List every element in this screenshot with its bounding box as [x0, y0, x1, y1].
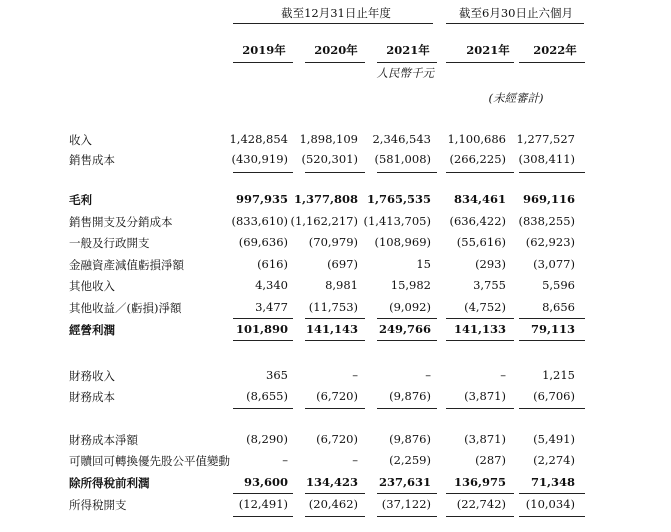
- row-other-gains-losses-value-2: (9,092): [389, 300, 431, 314]
- row-selling-distribution-expenses-value-1: (1,162,217): [290, 214, 358, 228]
- row-revenue-label: 收入: [69, 133, 92, 147]
- row-income-tax-expense-label: 所得稅開支: [69, 498, 127, 512]
- year-header-2022-h1: 2022年: [533, 43, 577, 57]
- row-fair-value-change-value-0: –: [282, 453, 288, 467]
- unit-label: 人民幣千元: [376, 66, 434, 80]
- rule-line: [233, 516, 293, 517]
- row-revenue-value-1: 1,898,109: [299, 132, 358, 146]
- year-header-2020: 2020年: [314, 43, 358, 57]
- row-profit-before-tax-value-1: 134,423: [305, 475, 358, 489]
- rule-line: [519, 516, 585, 517]
- row-income-tax-expense-value-4: (10,034): [525, 497, 575, 511]
- row-cost-of-sales-value-3: (266,225): [449, 152, 506, 166]
- row-other-income-label: 其他收入: [69, 279, 115, 293]
- row-fair-value-change-label: 可贖回可轉換優先股公平值變動: [69, 454, 230, 468]
- row-other-income-value-1: 8,981: [325, 278, 358, 292]
- row-operating-profit-value-1: 141,143: [305, 322, 358, 336]
- row-revenue-value-3: 1,100,686: [447, 132, 506, 146]
- group-title-half-year: 截至6月30日止六個月: [459, 6, 573, 20]
- row-finance-income-value-1: –: [352, 368, 358, 382]
- row-general-admin-expenses-value-4: (62,923): [525, 235, 575, 249]
- row-gross-profit-value-4: 969,116: [522, 192, 575, 206]
- rule-line: [233, 172, 293, 173]
- rule-line: [519, 172, 585, 173]
- row-impairment-losses-value-4: (3,077): [533, 257, 575, 271]
- rule-line: [305, 408, 365, 409]
- row-finance-income-value-4: 1,215: [542, 368, 575, 382]
- row-selling-distribution-expenses-value-4: (838,255): [518, 214, 575, 228]
- row-revenue-value-2: 2,346,543: [372, 132, 431, 146]
- rule-line: [446, 23, 584, 24]
- rule-line: [305, 318, 365, 319]
- row-profit-before-tax-label: 除所得稅前利潤: [69, 476, 150, 490]
- row-finance-income-value-3: –: [500, 368, 506, 382]
- row-fair-value-change-value-3: (287): [475, 453, 506, 467]
- row-finance-costs-value-0: (8,655): [246, 389, 288, 403]
- row-general-admin-expenses-value-3: (55,616): [456, 235, 506, 249]
- row-general-admin-expenses-value-2: (108,969): [374, 235, 431, 249]
- row-operating-profit-value-3: 141,133: [453, 322, 506, 336]
- row-cost-of-sales-value-2: (581,008): [374, 152, 431, 166]
- row-finance-costs-net-value-0: (8,290): [246, 432, 288, 446]
- row-impairment-losses-value-1: (697): [327, 257, 358, 271]
- row-other-gains-losses-value-0: 3,477: [255, 300, 288, 314]
- row-selling-distribution-expenses-label: 銷售開支及分銷成本: [69, 215, 173, 229]
- rule-line: [446, 172, 514, 173]
- year-header-2019: 2019年: [242, 43, 286, 57]
- row-finance-costs-value-3: (3,871): [464, 389, 506, 403]
- row-general-admin-expenses-label: 一般及行政開支: [69, 236, 150, 250]
- rule-line: [519, 408, 585, 409]
- row-income-tax-expense-value-3: (22,742): [456, 497, 506, 511]
- row-income-tax-expense-value-1: (20,462): [308, 497, 358, 511]
- row-cost-of-sales-value-0: (430,919): [231, 152, 288, 166]
- rule-line: [519, 318, 585, 319]
- rule-line: [446, 493, 514, 494]
- rule-line: [377, 62, 437, 63]
- row-other-income-value-3: 3,755: [473, 278, 506, 292]
- row-operating-profit-value-2: 249,766: [378, 322, 431, 336]
- row-other-income-value-0: 4,340: [255, 278, 288, 292]
- rule-line: [519, 340, 585, 341]
- row-fair-value-change-value-4: (2,274): [533, 453, 575, 467]
- row-gross-profit-value-3: 834,461: [453, 192, 506, 206]
- rule-line: [377, 516, 437, 517]
- year-header-2021-h1: 2021年: [466, 43, 510, 57]
- row-revenue-value-0: 1,428,854: [229, 132, 288, 146]
- row-gross-profit-value-2: 1,765,535: [366, 192, 431, 206]
- rule-line: [305, 340, 365, 341]
- rule-line: [377, 340, 437, 341]
- row-fair-value-change-value-2: (2,259): [389, 453, 431, 467]
- row-selling-distribution-expenses-value-2: (1,413,705): [363, 214, 431, 228]
- row-profit-before-tax-value-4: 71,348: [530, 475, 575, 489]
- rule-line: [305, 493, 365, 494]
- rule-line: [233, 408, 293, 409]
- rule-line: [377, 408, 437, 409]
- row-finance-costs-value-2: (9,876): [389, 389, 431, 403]
- group-title-annual: 截至12月31日止年度: [281, 6, 391, 20]
- rule-line: [446, 62, 514, 63]
- rule-line: [233, 493, 293, 494]
- rule-line: [446, 340, 514, 341]
- rule-line: [519, 62, 585, 63]
- row-other-gains-losses-value-3: (4,752): [464, 300, 506, 314]
- row-impairment-losses-value-2: 15: [416, 257, 431, 271]
- row-operating-profit-value-0: 101,890: [235, 322, 288, 336]
- row-other-gains-losses-value-4: 8,656: [542, 300, 575, 314]
- row-finance-income-value-2: –: [425, 368, 431, 382]
- row-finance-costs-value-4: (6,706): [533, 389, 575, 403]
- rule-line: [233, 318, 293, 319]
- row-general-admin-expenses-value-0: (69,636): [238, 235, 288, 249]
- row-operating-profit-value-4: 79,113: [530, 322, 575, 336]
- row-cost-of-sales-label: 銷售成本: [69, 153, 115, 167]
- row-selling-distribution-expenses-value-3: (636,422): [449, 214, 506, 228]
- row-cost-of-sales-value-1: (520,301): [301, 152, 358, 166]
- row-operating-profit-label: 經營利潤: [69, 323, 115, 337]
- row-profit-before-tax-value-2: 237,631: [378, 475, 431, 489]
- rule-line: [233, 62, 293, 63]
- row-profit-before-tax-value-3: 136,975: [453, 475, 506, 489]
- row-finance-income-label: 財務收入: [69, 369, 115, 383]
- row-finance-costs-net-value-2: (9,876): [389, 432, 431, 446]
- row-gross-profit-value-0: 997,935: [235, 192, 288, 206]
- rule-line: [233, 23, 433, 24]
- row-finance-costs-net-value-4: (5,491): [533, 432, 575, 446]
- row-finance-costs-net-label: 財務成本淨額: [69, 433, 138, 447]
- rule-line: [519, 493, 585, 494]
- row-impairment-losses-value-0: (616): [257, 257, 288, 271]
- row-general-admin-expenses-value-1: (70,979): [308, 235, 358, 249]
- rule-line: [305, 62, 365, 63]
- row-finance-costs-net-value-3: (3,871): [464, 432, 506, 446]
- row-income-tax-expense-value-0: (12,491): [238, 497, 288, 511]
- row-finance-costs-label: 財務成本: [69, 390, 115, 404]
- row-profit-before-tax-value-0: 93,600: [243, 475, 288, 489]
- rule-line: [233, 340, 293, 341]
- row-revenue-value-4: 1,277,527: [516, 132, 575, 146]
- row-gross-profit-label: 毛利: [69, 193, 92, 207]
- row-income-tax-expense-value-2: (37,122): [381, 497, 431, 511]
- row-other-income-value-4: 5,596: [542, 278, 575, 292]
- row-impairment-losses-label: 金融資產減值虧損淨額: [69, 258, 184, 272]
- row-finance-costs-value-1: (6,720): [316, 389, 358, 403]
- row-impairment-losses-value-3: (293): [475, 257, 506, 271]
- row-finance-income-value-0: 365: [266, 368, 288, 382]
- rule-line: [305, 516, 365, 517]
- rule-line: [446, 408, 514, 409]
- row-selling-distribution-expenses-value-0: (833,610): [231, 214, 288, 228]
- rule-line: [377, 493, 437, 494]
- unaudited-label: (未經審計): [488, 91, 544, 105]
- row-cost-of-sales-value-4: (308,411): [518, 152, 575, 166]
- row-gross-profit-value-1: 1,377,808: [293, 192, 358, 206]
- year-header-2021: 2021年: [386, 43, 430, 57]
- row-other-gains-losses-value-1: (11,753): [308, 300, 358, 314]
- rule-line: [446, 318, 514, 319]
- rule-line: [446, 516, 514, 517]
- row-other-income-value-2: 15,982: [390, 278, 431, 292]
- row-other-gains-losses-label: 其他收益／(虧損)淨額: [69, 301, 182, 315]
- row-finance-costs-net-value-1: (6,720): [316, 432, 358, 446]
- rule-line: [305, 172, 365, 173]
- rule-line: [377, 172, 437, 173]
- rule-line: [377, 318, 437, 319]
- row-fair-value-change-value-1: –: [352, 453, 358, 467]
